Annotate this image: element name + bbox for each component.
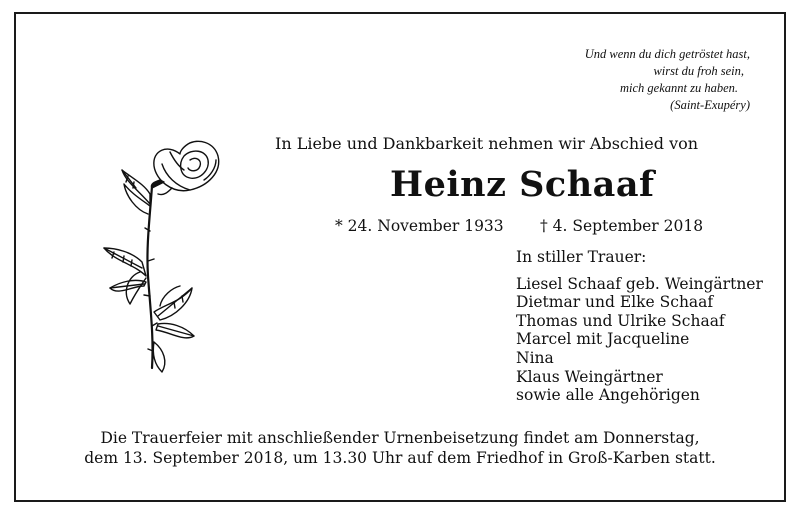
mourners-heading: In stiller Trauer:	[516, 248, 647, 266]
mourner-name: Dietmar und Elke Schaaf	[516, 293, 714, 312]
mourner-name: Nina	[516, 348, 554, 367]
ceremony-line: Die Trauerfeier mit anschließender Urnenbeisetzung findet am Donnerstag,	[100, 429, 700, 447]
quote-block	[585, 46, 750, 114]
mourner-name: Liesel Schaaf geb. Weingärtner	[516, 274, 763, 293]
mourner-name: Thomas und Ulrike Schaaf	[516, 311, 725, 330]
mourner-name: Marcel mit Jacqueline	[516, 330, 690, 349]
quote-line: Und wenn du dich getröstet hast,	[584, 47, 750, 61]
mourners-block	[516, 248, 763, 405]
mourner-name: Klaus Weingärtner	[516, 367, 663, 386]
death-date: † 4. September 2018	[540, 217, 704, 235]
rose-icon	[80, 136, 230, 386]
deceased-name: Heinz Schaaf	[390, 164, 655, 205]
quote-line: mich gekannt zu haben.	[619, 81, 738, 95]
quote-line: wirst du froh sein,	[653, 64, 744, 78]
intro-text: In Liebe und Dankbarkeit nehmen wir Abschied von	[275, 134, 699, 153]
ceremony-line: dem 13. September 2018, um 13.30 Uhr auf dem Friedhof in Groß-Karben statt.	[84, 449, 716, 467]
quote-author: (Saint-Exupéry)	[670, 98, 750, 112]
birth-date: * 24. November 1933	[335, 217, 504, 235]
ceremony-info	[0, 428, 800, 468]
mourner-name: sowie alle Angehörigen	[516, 386, 700, 405]
